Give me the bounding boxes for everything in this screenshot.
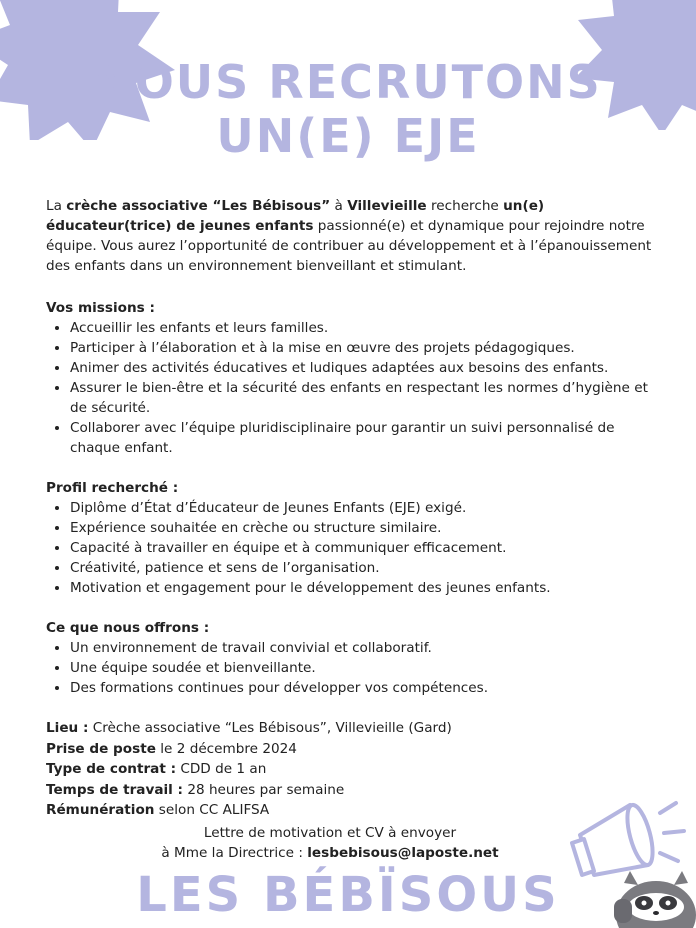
profil-title: Profil recherché : (46, 480, 179, 496)
info-lieu (46, 718, 666, 739)
list-item: • Expérience souhaitée en crèche ou structure similaire. (70, 518, 666, 538)
offre-title: Ce que nous offrons : (46, 620, 210, 636)
info-lieu-label: Lieu : (46, 720, 89, 736)
headline-line-2: UN(E) EJE (216, 109, 480, 163)
contact-line-2 (150, 843, 510, 863)
info-prise (46, 739, 666, 760)
offre-list (46, 638, 666, 698)
list-item: • Une équipe soudée et bienveillante. (70, 658, 666, 678)
list-item: • Créativité, patience et sens de l’organisation. (70, 558, 666, 578)
list-item: • Assurer le bien-être et la sécurité des enfants en respectant les normes d’hygiène et de sécurité. (70, 378, 666, 418)
info-prise-label: Prise de poste (46, 740, 156, 757)
profil-list (46, 498, 666, 598)
intro-text-2: à (330, 198, 348, 214)
info-prise-value: le 2 décembre 2024 (155, 740, 297, 757)
intro-bold-creche: crèche associative “Les Bébisous” (66, 198, 331, 214)
info-contrat-value: CDD de 1 an (176, 761, 267, 777)
contact-email[interactable]: lesbebisous@laposte.net (307, 845, 499, 861)
list-item: • Des formations continues pour développer vos compétences. (70, 678, 666, 698)
contact-line-1: Lettre de motivation et CV à envoyer (203, 825, 457, 841)
list-item: • Motivation et engagement pour le développement des jeunes enfants. (70, 578, 666, 598)
info-lieu-value: Crèche associative “Les Bébisous”, Villevieille (Gard) (88, 720, 452, 736)
intro-text-1: La (46, 198, 67, 214)
headline-line-1: NOUS RECRUTONS (94, 55, 602, 109)
info-temps-label: Temps de travail : (46, 781, 183, 798)
list-item: • Un environnement de travail convivial et collaboratif. (70, 638, 666, 658)
list-item: • Collaborer avec l’équipe pluridisciplinaire pour garantir un suivi personnalisé de chaque enfant. (70, 418, 666, 458)
list-item: • Diplôme d’État d’Éducateur de Jeunes Enfants (EJE) exigé. (70, 498, 666, 518)
info-remu-value: selon CC ALIFSA (154, 802, 270, 818)
intro-bold-city: Villevieille (347, 198, 427, 214)
intro-text-3: recherche (426, 198, 504, 214)
list-item: • Participer à l’élaboration et à la mise en œuvre des projets pédagogiques. (70, 338, 666, 358)
info-temps-value: 28 heures par semaine (183, 781, 345, 798)
info-remu-label: Rémunération (46, 802, 155, 818)
list-item: • Animer des activités éducatives et ludiques adaptées aux besoins des enfants. (70, 358, 666, 378)
headline (0, 55, 696, 163)
footer-brand: LES BÉBÏSOUS (136, 867, 560, 923)
list-item: • Accueillir les enfants et leurs familles. (70, 318, 666, 338)
contact-block (150, 823, 510, 863)
poster-body (46, 196, 666, 821)
info-contrat (46, 759, 666, 780)
missions-list (46, 318, 666, 458)
missions-title: Vos missions : (46, 300, 155, 316)
intro-bold-role: un(e) éducateur(trice) de jeunes enfants (46, 198, 545, 234)
list-item: • Capacité à travailler en équipe et à communiquer efficacement. (70, 538, 666, 558)
info-contrat-label: Type de contrat : (46, 761, 177, 777)
intro-paragraph (46, 196, 666, 276)
contact-prefix: à Mme la Directrice : (161, 845, 308, 861)
intro-text-4: passionné(e) et dynamique pour rejoindre notre équipe. Vous aurez l’opportunité de contribuer au développement et à l’épanouissement des enfants dans un environnement bienveillant et stimulant. (46, 218, 652, 274)
